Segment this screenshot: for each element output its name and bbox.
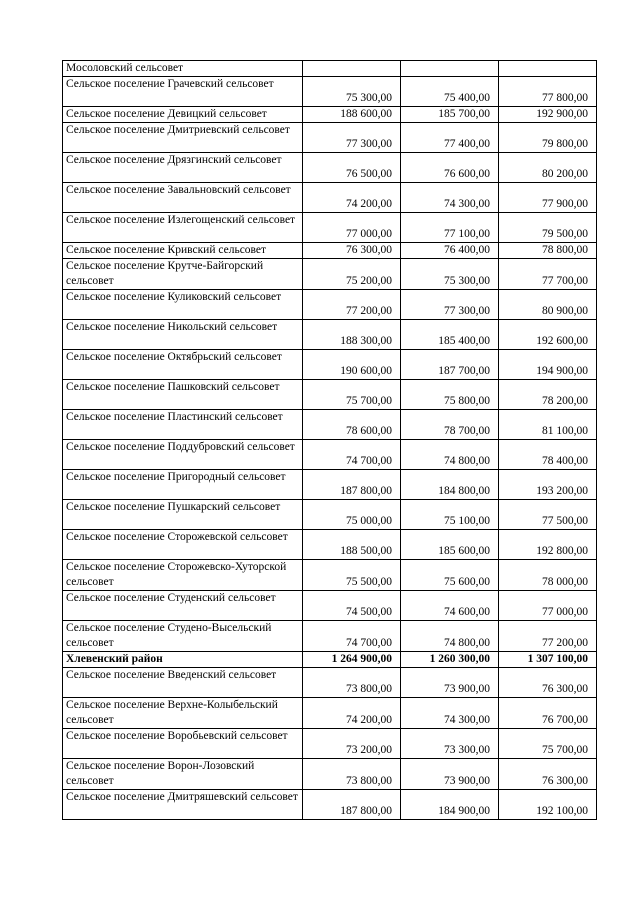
amount-col3-cell: 77 500,00 <box>499 500 597 530</box>
amount-col1-cell: 75 200,00 <box>303 259 401 290</box>
budget-table-body <box>63 61 597 820</box>
settlement-name-cell: Сельское поселение Введенский сельсовет <box>63 668 303 698</box>
amount-col3-cell: 1 307 100,00 <box>499 652 597 668</box>
amount-col2-cell: 75 600,00 <box>401 560 499 591</box>
amount-col3-cell: 77 200,00 <box>499 621 597 652</box>
amount-col1-cell: 75 500,00 <box>303 560 401 591</box>
settlement-name-cell: Сельское поселение Студенский сельсовет <box>63 591 303 621</box>
amount-col1-cell: 75 300,00 <box>303 77 401 107</box>
amount-col3-cell: 77 000,00 <box>499 591 597 621</box>
table-row <box>63 729 597 759</box>
amount-col2-cell: 74 300,00 <box>401 183 499 213</box>
settlement-name-cell: Сельское поселение Дрязгинский сельсовет <box>63 153 303 183</box>
settlement-name-cell: Мосоловский сельсовет <box>63 61 303 77</box>
table-row <box>63 621 597 652</box>
settlement-name-cell: Сельское поселение Девицкий сельсовет <box>63 107 303 123</box>
district-total-row <box>63 652 597 668</box>
amount-col2-cell: 75 100,00 <box>401 500 499 530</box>
table-row <box>63 698 597 729</box>
amount-col3-cell: 78 000,00 <box>499 560 597 591</box>
amount-col3-cell: 77 800,00 <box>499 77 597 107</box>
amount-col2-cell: 75 800,00 <box>401 380 499 410</box>
settlement-name-cell: Сельское поселение Воробьевский сельсовет <box>63 729 303 759</box>
amount-col1-cell: 77 300,00 <box>303 123 401 153</box>
amount-col1-cell: 188 500,00 <box>303 530 401 560</box>
table-row <box>63 243 597 259</box>
amount-col3-cell: 79 500,00 <box>499 213 597 243</box>
settlement-name-cell: Сельское поселение Сторожевско-Хуторской сельсовет <box>63 560 303 591</box>
amount-col2-cell: 75 400,00 <box>401 77 499 107</box>
amount-col1-cell: 75 000,00 <box>303 500 401 530</box>
settlement-name-cell: Сельское поселение Пластинский сельсовет <box>63 410 303 440</box>
table-row <box>63 290 597 320</box>
amount-col2-cell: 76 600,00 <box>401 153 499 183</box>
settlement-name-cell: Сельское поселение Верхне-Колыбельский сельсовет <box>63 698 303 729</box>
amount-col1-cell: 73 200,00 <box>303 729 401 759</box>
amount-col3-cell <box>499 61 597 77</box>
settlement-name-cell: Сельское поселение Крутче-Байгорский сельсовет <box>63 259 303 290</box>
amount-col1-cell: 75 700,00 <box>303 380 401 410</box>
table-row <box>63 410 597 440</box>
settlement-name-cell: Сельское поселение Дмитряшевский сельсовет <box>63 790 303 820</box>
table-row <box>63 668 597 698</box>
amount-col1-cell: 190 600,00 <box>303 350 401 380</box>
amount-col2-cell: 78 700,00 <box>401 410 499 440</box>
settlement-name-cell: Сельское поселение Пушкарский сельсовет <box>63 500 303 530</box>
amount-col2-cell: 76 400,00 <box>401 243 499 259</box>
amount-col3-cell: 76 300,00 <box>499 668 597 698</box>
amount-col2-cell <box>401 61 499 77</box>
amount-col1-cell: 74 200,00 <box>303 183 401 213</box>
amount-col2-cell: 185 600,00 <box>401 530 499 560</box>
amount-col2-cell: 74 800,00 <box>401 621 499 652</box>
table-row <box>63 107 597 123</box>
table-row <box>63 259 597 290</box>
amount-col2-cell: 74 600,00 <box>401 591 499 621</box>
amount-col3-cell: 192 600,00 <box>499 320 597 350</box>
amount-col2-cell: 77 100,00 <box>401 213 499 243</box>
table-row <box>63 500 597 530</box>
amount-col1-cell: 76 500,00 <box>303 153 401 183</box>
budget-table <box>62 60 597 820</box>
amount-col1-cell: 76 300,00 <box>303 243 401 259</box>
settlement-name-cell: Сельское поселение Куликовский сельсовет <box>63 290 303 320</box>
table-row <box>63 183 597 213</box>
settlement-name-cell: Сельское поселение Завальновский сельсовет <box>63 183 303 213</box>
table-row <box>63 153 597 183</box>
settlement-name-cell: Сельское поселение Студено-Высельский сельсовет <box>63 621 303 652</box>
amount-col3-cell: 80 200,00 <box>499 153 597 183</box>
amount-col3-cell: 194 900,00 <box>499 350 597 380</box>
amount-col2-cell: 74 800,00 <box>401 440 499 470</box>
settlement-name-cell: Сельское поселение Грачевский сельсовет <box>63 77 303 107</box>
settlement-name-cell: Сельское поселение Пригородный сельсовет <box>63 470 303 500</box>
amount-col2-cell: 74 300,00 <box>401 698 499 729</box>
amount-col3-cell: 80 900,00 <box>499 290 597 320</box>
table-row <box>63 759 597 790</box>
settlement-name-cell: Хлевенский район <box>63 652 303 668</box>
amount-col2-cell: 184 800,00 <box>401 470 499 500</box>
amount-col1-cell: 78 600,00 <box>303 410 401 440</box>
amount-col1-cell <box>303 61 401 77</box>
amount-col2-cell: 185 400,00 <box>401 320 499 350</box>
settlement-name-cell: Сельское поселение Кривский сельсовет <box>63 243 303 259</box>
amount-col3-cell: 78 800,00 <box>499 243 597 259</box>
amount-col3-cell: 76 700,00 <box>499 698 597 729</box>
table-row <box>63 530 597 560</box>
settlement-name-cell: Сельское поселение Сторожевской сельсовет <box>63 530 303 560</box>
amount-col1-cell: 74 500,00 <box>303 591 401 621</box>
amount-col2-cell: 184 900,00 <box>401 790 499 820</box>
amount-col1-cell: 74 200,00 <box>303 698 401 729</box>
amount-col3-cell: 75 700,00 <box>499 729 597 759</box>
amount-col3-cell: 78 400,00 <box>499 440 597 470</box>
table-row <box>63 61 597 77</box>
amount-col3-cell: 77 900,00 <box>499 183 597 213</box>
amount-col3-cell: 81 100,00 <box>499 410 597 440</box>
amount-col2-cell: 185 700,00 <box>401 107 499 123</box>
amount-col2-cell: 73 300,00 <box>401 729 499 759</box>
amount-col2-cell: 1 260 300,00 <box>401 652 499 668</box>
table-row <box>63 77 597 107</box>
amount-col1-cell: 73 800,00 <box>303 668 401 698</box>
amount-col1-cell: 74 700,00 <box>303 621 401 652</box>
table-row <box>63 470 597 500</box>
table-row <box>63 213 597 243</box>
table-row <box>63 350 597 380</box>
amount-col1-cell: 187 800,00 <box>303 470 401 500</box>
table-row <box>63 123 597 153</box>
settlement-name-cell: Сельское поселение Ворон-Лозовский сельсовет <box>63 759 303 790</box>
table-row <box>63 380 597 410</box>
settlement-name-cell: Сельское поселение Октябрьский сельсовет <box>63 350 303 380</box>
settlement-name-cell: Сельское поселение Излегощенский сельсовет <box>63 213 303 243</box>
settlement-name-cell: Сельское поселение Никольский сельсовет <box>63 320 303 350</box>
table-row <box>63 320 597 350</box>
table-row <box>63 560 597 591</box>
table-row <box>63 591 597 621</box>
amount-col2-cell: 75 300,00 <box>401 259 499 290</box>
amount-col3-cell: 76 300,00 <box>499 759 597 790</box>
amount-col2-cell: 187 700,00 <box>401 350 499 380</box>
amount-col1-cell: 77 000,00 <box>303 213 401 243</box>
amount-col1-cell: 187 800,00 <box>303 790 401 820</box>
amount-col1-cell: 74 700,00 <box>303 440 401 470</box>
amount-col1-cell: 188 600,00 <box>303 107 401 123</box>
amount-col3-cell: 79 800,00 <box>499 123 597 153</box>
amount-col2-cell: 73 900,00 <box>401 759 499 790</box>
amount-col3-cell: 192 900,00 <box>499 107 597 123</box>
amount-col1-cell: 73 800,00 <box>303 759 401 790</box>
amount-col2-cell: 77 300,00 <box>401 290 499 320</box>
amount-col3-cell: 77 700,00 <box>499 259 597 290</box>
table-row <box>63 790 597 820</box>
amount-col1-cell: 188 300,00 <box>303 320 401 350</box>
amount-col3-cell: 78 200,00 <box>499 380 597 410</box>
amount-col3-cell: 192 100,00 <box>499 790 597 820</box>
table-row <box>63 440 597 470</box>
amount-col1-cell: 1 264 900,00 <box>303 652 401 668</box>
amount-col2-cell: 73 900,00 <box>401 668 499 698</box>
amount-col3-cell: 193 200,00 <box>499 470 597 500</box>
settlement-name-cell: Сельское поселение Пашковский сельсовет <box>63 380 303 410</box>
amount-col1-cell: 77 200,00 <box>303 290 401 320</box>
settlement-name-cell: Сельское поселение Дмитриевский сельсовет <box>63 123 303 153</box>
amount-col3-cell: 192 800,00 <box>499 530 597 560</box>
settlement-name-cell: Сельское поселение Поддубровский сельсовет <box>63 440 303 470</box>
amount-col2-cell: 77 400,00 <box>401 123 499 153</box>
